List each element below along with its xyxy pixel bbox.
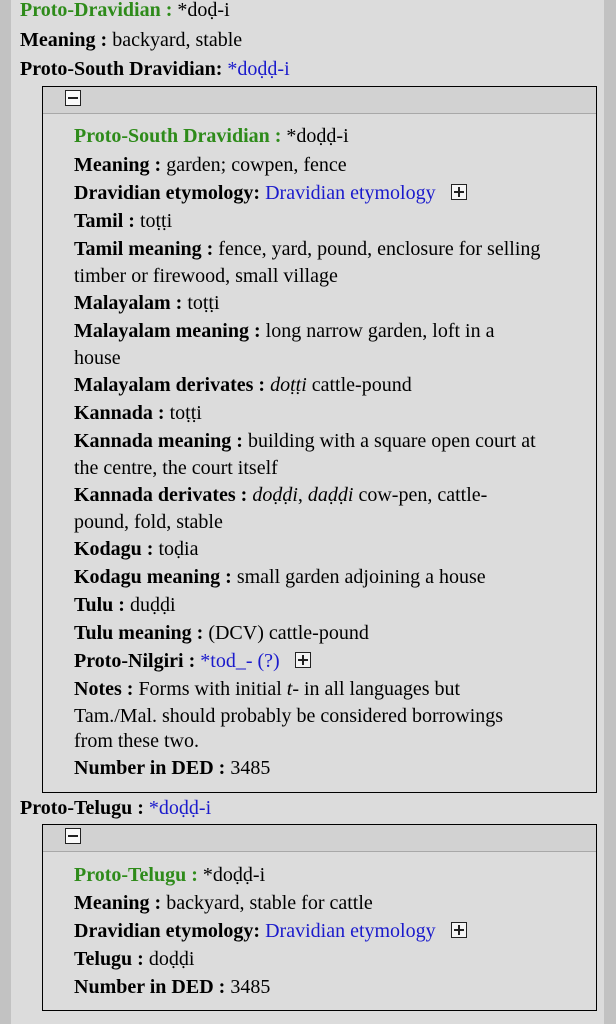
ptel-title-label: Proto-Telugu : — [74, 864, 198, 886]
tamil-meaning-value: fence, yard, pound, enclosure for selling — [218, 238, 541, 260]
left-gutter — [0, 0, 11, 1024]
kannada-row — [74, 401, 202, 425]
psd-etymology-label: Dravidian etymology: — [74, 182, 261, 204]
ptel-title-value: *doḍḍ-i — [202, 864, 266, 886]
ptel-meaning-label: Meaning : — [74, 892, 162, 914]
tamil-value: toṭṭi — [139, 210, 173, 232]
kodagu-meaning-label: Kodagu meaning : — [74, 566, 232, 588]
psd-etymology-row — [74, 181, 467, 205]
psd-title-value: *doḍḍ-i — [286, 125, 349, 147]
psd-meaning-value: garden; cowpen, fence — [166, 154, 347, 176]
psd-ded-label: Number in DED : — [74, 757, 226, 779]
expand-plus-icon[interactable] — [295, 652, 311, 668]
kodagu-label: Kodagu : — [74, 538, 154, 560]
kannada-derivates-row — [74, 483, 487, 507]
malayalam-meaning-row — [74, 319, 494, 343]
psd-meaning-label: Meaning : — [74, 154, 162, 176]
collapse-minus-icon[interactable] — [65, 828, 81, 844]
proto-telugu-label: Proto-Telugu : — [20, 797, 144, 819]
proto-nilgiri-row — [74, 649, 311, 673]
kannada-derivates-word-1: doḍḍi — [252, 484, 298, 506]
meaning-row — [20, 28, 242, 52]
tulu-label: Tulu : — [74, 594, 125, 616]
proto-telugu-link[interactable]: *doḍḍ-i — [148, 797, 212, 819]
ptel-meaning-value: backyard, stable for cattle — [166, 892, 373, 914]
meaning-label: Meaning : — [20, 29, 108, 51]
ptel-meaning-row — [74, 891, 373, 915]
malayalam-derivates-label: Malayalam derivates : — [74, 374, 266, 396]
proto-dravidian-row — [20, 0, 230, 22]
expand-plus-icon[interactable] — [451, 922, 467, 938]
notes-text-2: in all languages but — [304, 678, 461, 700]
tamil-meaning-label: Tamil meaning : — [74, 238, 214, 260]
malayalam-meaning-label: Malayalam meaning : — [74, 320, 261, 342]
telugu-value: doḍḍi — [148, 948, 195, 970]
tamil-meaning-row — [74, 237, 540, 261]
proto-nilgiri-link[interactable]: *tod_- (?) — [200, 650, 280, 672]
malayalam-derivates-gloss: cattle-pound — [311, 374, 412, 396]
ptel-title-row — [74, 863, 265, 887]
psd-link[interactable]: *doḍḍ-i — [227, 58, 290, 80]
ptel-ded-value: 3485 — [230, 976, 271, 998]
kannada-derivates-word-2: daḍḍi — [307, 484, 354, 506]
telugu-label: Telugu : — [74, 948, 144, 970]
kodagu-meaning-value: small garden adjoining a house — [236, 566, 486, 588]
kannada-meaning-label: Kannada meaning : — [74, 430, 243, 452]
kannada-label: Kannada : — [74, 402, 165, 424]
proto-dravidian-value: *doḍ-i — [177, 0, 230, 21]
malayalam-label: Malayalam : — [74, 292, 183, 314]
proto-dravidian-label: Proto-Dravidian : — [20, 0, 173, 21]
ptel-etymology-row — [74, 919, 467, 943]
tulu-meaning-row — [74, 621, 369, 645]
psd-box-header — [43, 87, 596, 114]
kannada-value: toṭṭi — [169, 402, 202, 424]
malayalam-row — [74, 291, 220, 315]
notes-cont-1: Tam./Mal. should probably be considered borrowings — [74, 705, 504, 727]
kannada-meaning-value: building with a square open court at — [247, 430, 536, 452]
proto-south-dravidian-row — [20, 57, 290, 81]
malayalam-derivates-row — [74, 373, 412, 397]
kannada-derivates-cont: pound, fold, stable — [74, 511, 223, 533]
psd-etymology-link[interactable]: Dravidian etymology — [265, 182, 436, 204]
psd-ded-value: 3485 — [230, 757, 271, 779]
kodagu-meaning-row — [74, 565, 486, 589]
psd-label: Proto-South Dravidian: — [20, 58, 223, 80]
kannada-derivates-label: Kannada derivates : — [74, 484, 248, 506]
ptel-ded-row — [74, 975, 270, 999]
tamil-meaning-cont: timber or firewood, small village — [74, 265, 338, 287]
malayalam-meaning-cont: house — [74, 347, 121, 369]
malayalam-derivates-word: doṭṭi — [270, 374, 307, 396]
tulu-meaning-value: (DCV) cattle-pound — [208, 622, 369, 644]
kannada-derivates-separator: , — [297, 484, 308, 506]
kannada-derivates-gloss: cow-pen, cattle- — [358, 484, 488, 506]
proto-nilgiri-label: Proto-Nilgiri : — [74, 650, 196, 672]
tulu-meaning-label: Tulu meaning : — [74, 622, 204, 644]
psd-ded-row — [74, 756, 270, 780]
tamil-label: Tamil : — [74, 210, 135, 232]
tulu-row — [74, 593, 176, 617]
notes-text-1: Forms with initial — [138, 678, 282, 700]
notes-label: Notes : — [74, 678, 134, 700]
kodagu-value: toḍia — [158, 538, 199, 560]
malayalam-meaning-value: long narrow garden, loft in a — [265, 320, 495, 342]
meaning-value: backyard, stable — [112, 29, 243, 51]
expand-plus-icon[interactable] — [451, 184, 467, 200]
right-scrollbar-track[interactable] — [604, 0, 616, 1024]
kodagu-row — [74, 537, 198, 561]
proto-telugu-row — [20, 796, 211, 820]
tamil-row — [74, 209, 172, 233]
psd-title-label: Proto-South Dravidian : — [74, 125, 282, 147]
psd-meaning-row — [74, 153, 347, 177]
ptel-box-header — [43, 825, 596, 852]
notes-italic: t- — [286, 678, 299, 700]
ptel-etymology-link[interactable]: Dravidian etymology — [265, 920, 436, 942]
notes-row — [74, 677, 460, 701]
kannada-meaning-cont: the centre, the court itself — [74, 457, 278, 479]
psd-title-row — [74, 124, 349, 148]
telugu-row — [74, 947, 194, 971]
collapse-minus-icon[interactable] — [65, 90, 81, 106]
ptel-ded-label: Number in DED : — [74, 976, 226, 998]
kannada-meaning-row — [74, 429, 536, 453]
tulu-value: duḍḍi — [129, 594, 176, 616]
malayalam-value: toṭṭi — [187, 292, 220, 314]
ptel-etymology-label: Dravidian etymology: — [74, 920, 261, 942]
notes-cont-2: from these two. — [74, 730, 199, 752]
